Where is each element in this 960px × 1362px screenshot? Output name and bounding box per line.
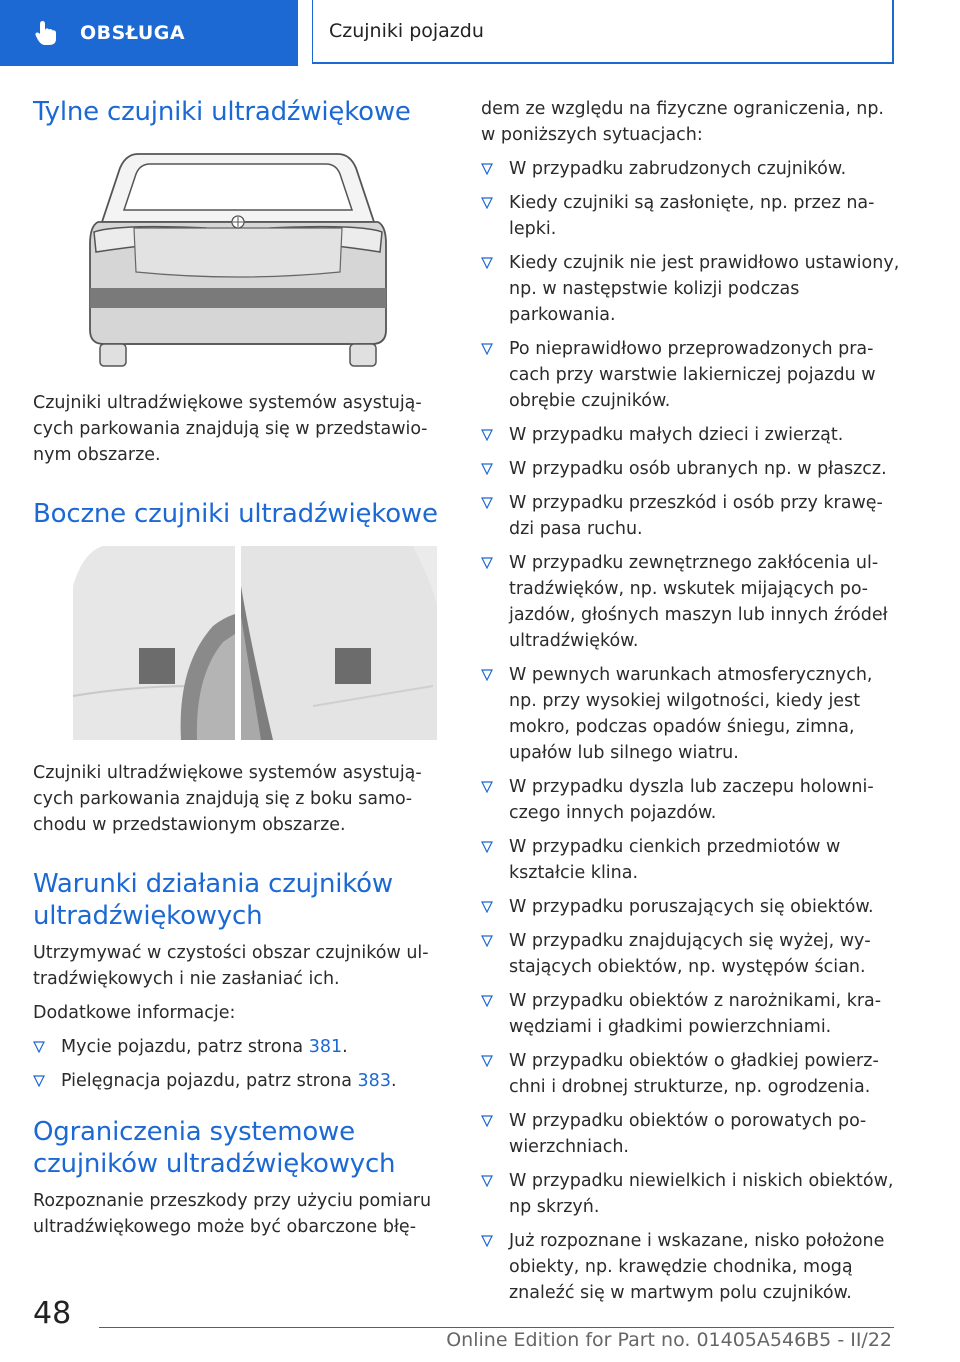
- list-item: W przypadku zewnętrznego zakłócenia ultradźwięków, np. wskutek mijających pojazdów, głośnych maszyn lub innych źródeł ultradźwięków.: [481, 550, 901, 654]
- list-item: W pewnych warunkach atmosferycznych, np. przy wysokiej wilgotności, kiedy jest mokro, podczas opadów śniegu, zimna, upałów lub silnego wiatru.: [481, 662, 901, 766]
- list-item: W przypadku obiektów o porowatych powierzchniach.: [481, 1108, 901, 1160]
- left-column: [33, 96, 443, 1240]
- triangle-bullet-icon: [481, 1055, 493, 1067]
- rear-sensors-heading: Tylne czujniki ultradźwiękowe: [33, 97, 411, 127]
- hand-pointer-icon: [32, 18, 62, 48]
- triangle-bullet-icon: [481, 841, 493, 853]
- limitations-list: [481, 156, 901, 1306]
- page-link-383[interactable]: 383: [357, 1071, 391, 1091]
- limits-heading: Ograniczenia systemowe czujników ultradźwiękowych: [33, 1117, 396, 1179]
- triangle-bullet-icon: [481, 197, 493, 209]
- list-item: Mycie pojazdu, patrz strona 381.: [33, 1034, 443, 1060]
- list-item: Kiedy czujniki są zasłonięte, np. przez nalepki.: [481, 190, 901, 242]
- triangle-bullet-icon: [481, 995, 493, 1007]
- side-sensors-text: Czujniki ultradźwiękowe systemów asystujących parkowania znajdują się z boku samochodu w przedstawionym obszarze.: [33, 763, 422, 835]
- list-item: W przypadku małych dzieci i zwierząt.: [481, 422, 901, 448]
- rear-sensors-text: Czujniki ultradźwiękowe systemów asystujących parkowania znajdują się w przedstawionym obszarze.: [33, 393, 428, 465]
- triangle-bullet-icon: [481, 497, 493, 509]
- conditions-text: Utrzymywać w czystości obszar czujników ultradźwiękowych i nie zasłaniać ich.: [33, 943, 429, 989]
- triangle-bullet-icon: [481, 1235, 493, 1247]
- list-item: W przypadku osób ubranych np. w płaszcz.: [481, 456, 901, 482]
- rear-car-illustration: [86, 148, 390, 370]
- list-item: W przypadku obiektów o gładkiej powierzchni i drobnej strukturze, np. ogrodzenia.: [481, 1048, 901, 1100]
- edition-note: Online Edition for Part no. 01405A546B5 - II/22: [446, 1329, 892, 1351]
- triangle-bullet-icon: [481, 669, 493, 681]
- side-car-illustration: [73, 546, 437, 740]
- limits-intro-text: dem ze względu na fizyczne ograniczenia, np. w poniższych sytuacjach:: [481, 99, 884, 145]
- triangle-bullet-icon: [33, 1075, 45, 1087]
- side-sensors-heading: Boczne czujniki ultradźwiękowe: [33, 499, 438, 529]
- footer-divider: [99, 1327, 894, 1328]
- triangle-bullet-icon: [481, 1175, 493, 1187]
- page-number: 48: [33, 1296, 72, 1331]
- triangle-bullet-icon: [481, 935, 493, 947]
- list-item: W przypadku obiektów z narożnikami, krawędziami i gładkimi powierzchniami.: [481, 988, 901, 1040]
- triangle-bullet-icon: [481, 163, 493, 175]
- more-info-list: [33, 1034, 443, 1094]
- section-tab: [0, 0, 298, 66]
- triangle-bullet-icon: [481, 781, 493, 793]
- list-item: W przypadku poruszających się obiektów.: [481, 894, 901, 920]
- triangle-bullet-icon: [33, 1041, 45, 1053]
- conditions-heading: Warunki działania czujników ultradźwiękowych: [33, 869, 393, 931]
- list-item: Kiedy czujnik nie jest prawidłowo ustawiony, np. w następstwie kolizji podczas parkowania.: [481, 250, 901, 328]
- right-column: [481, 96, 901, 1306]
- triangle-bullet-icon: [481, 463, 493, 475]
- triangle-bullet-icon: [481, 257, 493, 269]
- list-item: Już rozpoznane i wskazane, nisko położone obiekty, np. krawędzie chodnika, mogą znaleźć się w martwym polu czujników.: [481, 1228, 901, 1306]
- triangle-bullet-icon: [481, 901, 493, 913]
- list-item: W przypadku znajdujących się wyżej, wystających obiektów, np. występów ścian.: [481, 928, 901, 980]
- list-item: W przypadku dyszla lub zaczepu holowniczego innych pojazdów.: [481, 774, 901, 826]
- chapter-title: Czujniki pojazdu: [329, 20, 484, 42]
- list-item: Po nieprawidłowo przeprowadzonych pracach przy warstwie lakierniczej pojazdu w obrębie czujników.: [481, 336, 901, 414]
- limits-text: Rozpoznanie przeszkody przy użyciu pomiaru ultradźwiękowego może być obarczone błę-: [33, 1191, 432, 1237]
- triangle-bullet-icon: [481, 1115, 493, 1127]
- triangle-bullet-icon: [481, 343, 493, 355]
- chapter-header: [312, 0, 894, 64]
- list-item: W przypadku przeszkód i osób przy krawędzi pasa ruchu.: [481, 490, 901, 542]
- list-item: Pielęgnacja pojazdu, patrz strona 383.: [33, 1068, 443, 1094]
- list-item: W przypadku niewielkich i niskich obiektów, np skrzyń.: [481, 1168, 901, 1220]
- list-item: W przypadku zabrudzonych czujników.: [481, 156, 901, 182]
- more-info-label: Dodatkowe informacje:: [33, 1003, 236, 1023]
- triangle-bullet-icon: [481, 429, 493, 441]
- triangle-bullet-icon: [481, 557, 493, 569]
- page-link-381[interactable]: 381: [308, 1037, 343, 1057]
- list-item: W przypadku cienkich przedmiotów w kształcie klina.: [481, 834, 901, 886]
- section-label: OBSŁUGA: [80, 22, 186, 44]
